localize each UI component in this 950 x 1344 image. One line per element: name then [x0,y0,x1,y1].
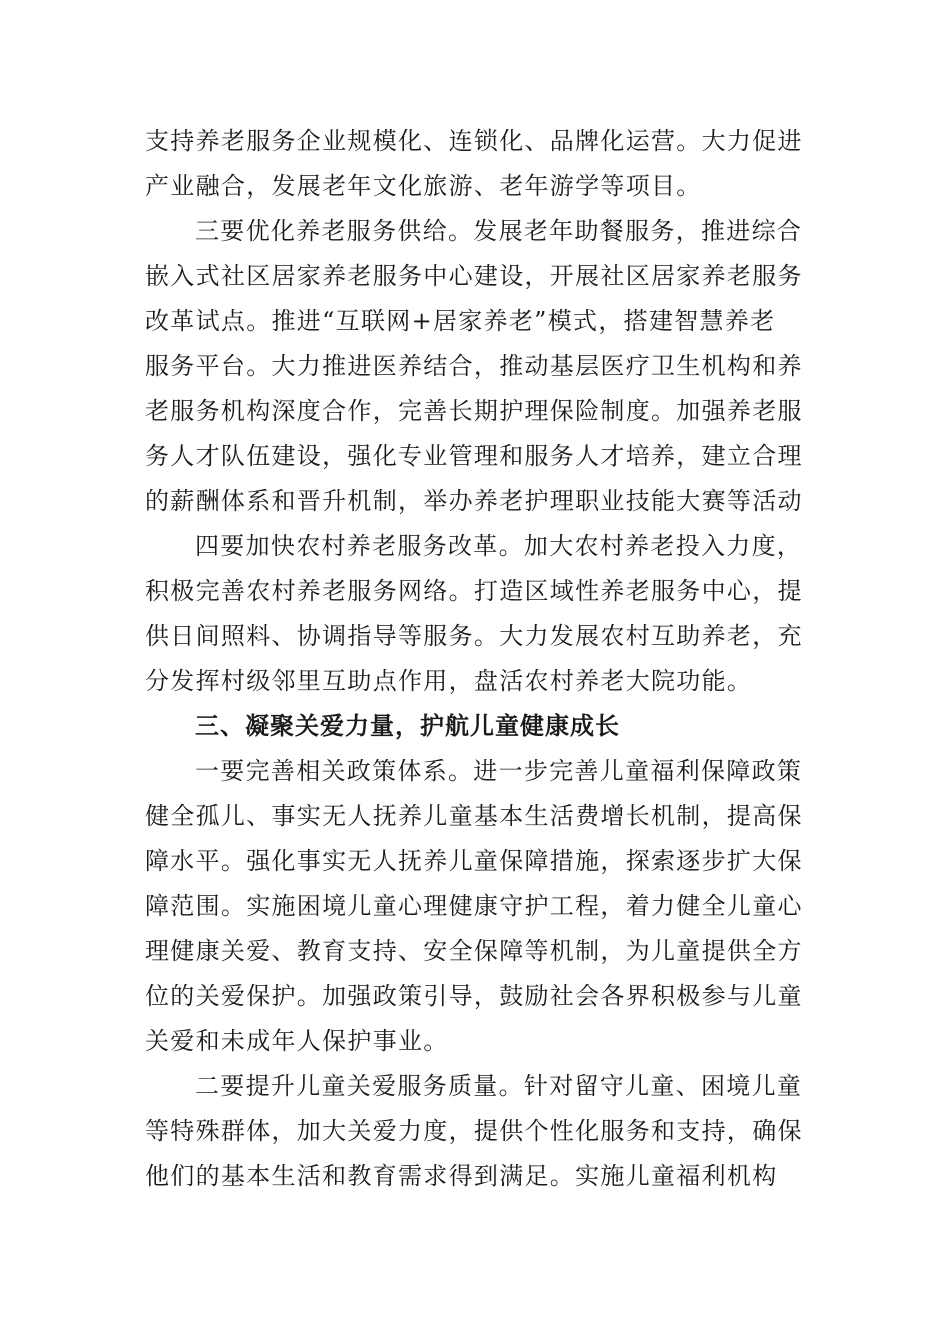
paragraph-start-line: 二要提升儿童关爱服务质量。针对留守儿童、困境儿童 [195,1072,803,1100]
text-line: 分发挥村级邻里互助点作用，盘活农村养老大院功能。 [145,667,753,695]
paragraph-start-line: 一要完善相关政策体系。进一步完善儿童福利保障政策 [195,757,803,785]
text-line: 服务平台。大力推进医养结合，推动基层医疗卫生机构和养 [145,352,803,380]
text-line: 嵌入式社区居家养老服务中心建设，开展社区居家养老服务 [145,262,803,290]
text-line: 改革试点。推进“互联网+居家养老”模式，搭建智慧养老 [145,307,776,335]
text-line: 供日间照料、协调指导等服务。大力发展农村互助养老，充 [145,622,803,650]
text-line: 障水平。强化事实无人抚养儿童保障措施，探索逐步扩大保 [145,847,803,875]
paragraph-start-line: 三要优化养老服务供给。发展老年助餐服务，推进综合 [195,217,803,245]
text-line: 积极完善农村养老服务网络。打造区域性养老服务中心，提 [145,577,803,605]
text-line: 障范围。实施困境儿童心理健康守护工程，着力健全儿童心 [145,892,803,920]
text-line: 健全孤儿、事实无人抚养儿童基本生活费增长机制，提高保 [145,802,803,830]
paragraph-start-line: 四要加快农村养老服务改革。加大农村养老投入力度， [195,532,803,560]
text-line: 的薪酬体系和晋升机制，举办养老护理职业技能大赛等活动 [145,487,803,515]
text-line: 理健康关爱、教育支持、安全保障等机制，为儿童提供全方 [145,937,803,965]
text-line: 产业融合，发展老年文化旅游、老年游学等项目。 [145,172,702,200]
text-line: 支持养老服务企业规模化、连锁化、品牌化运营。大力促进 [145,127,803,155]
text-line: 关爱和未成年人保护事业。 [145,1027,449,1055]
section-heading: 三、凝聚关爱力量，护航儿童健康成长 [195,712,620,740]
text-line: 务人才队伍建设，强化专业管理和服务人才培养，建立合理 [145,442,803,470]
text-line: 他们的基本生活和教育需求得到满足。实施儿童福利机构 [145,1162,778,1190]
text-line: 老服务机构深度合作，完善长期护理保险制度。加强养老服 [145,397,803,425]
text-line: 位的关爱保护。加强政策引导，鼓励社会各界积极参与儿童 [145,982,803,1010]
text-line: 等特殊群体，加大关爱力度，提供个性化服务和支持，确保 [145,1117,803,1145]
